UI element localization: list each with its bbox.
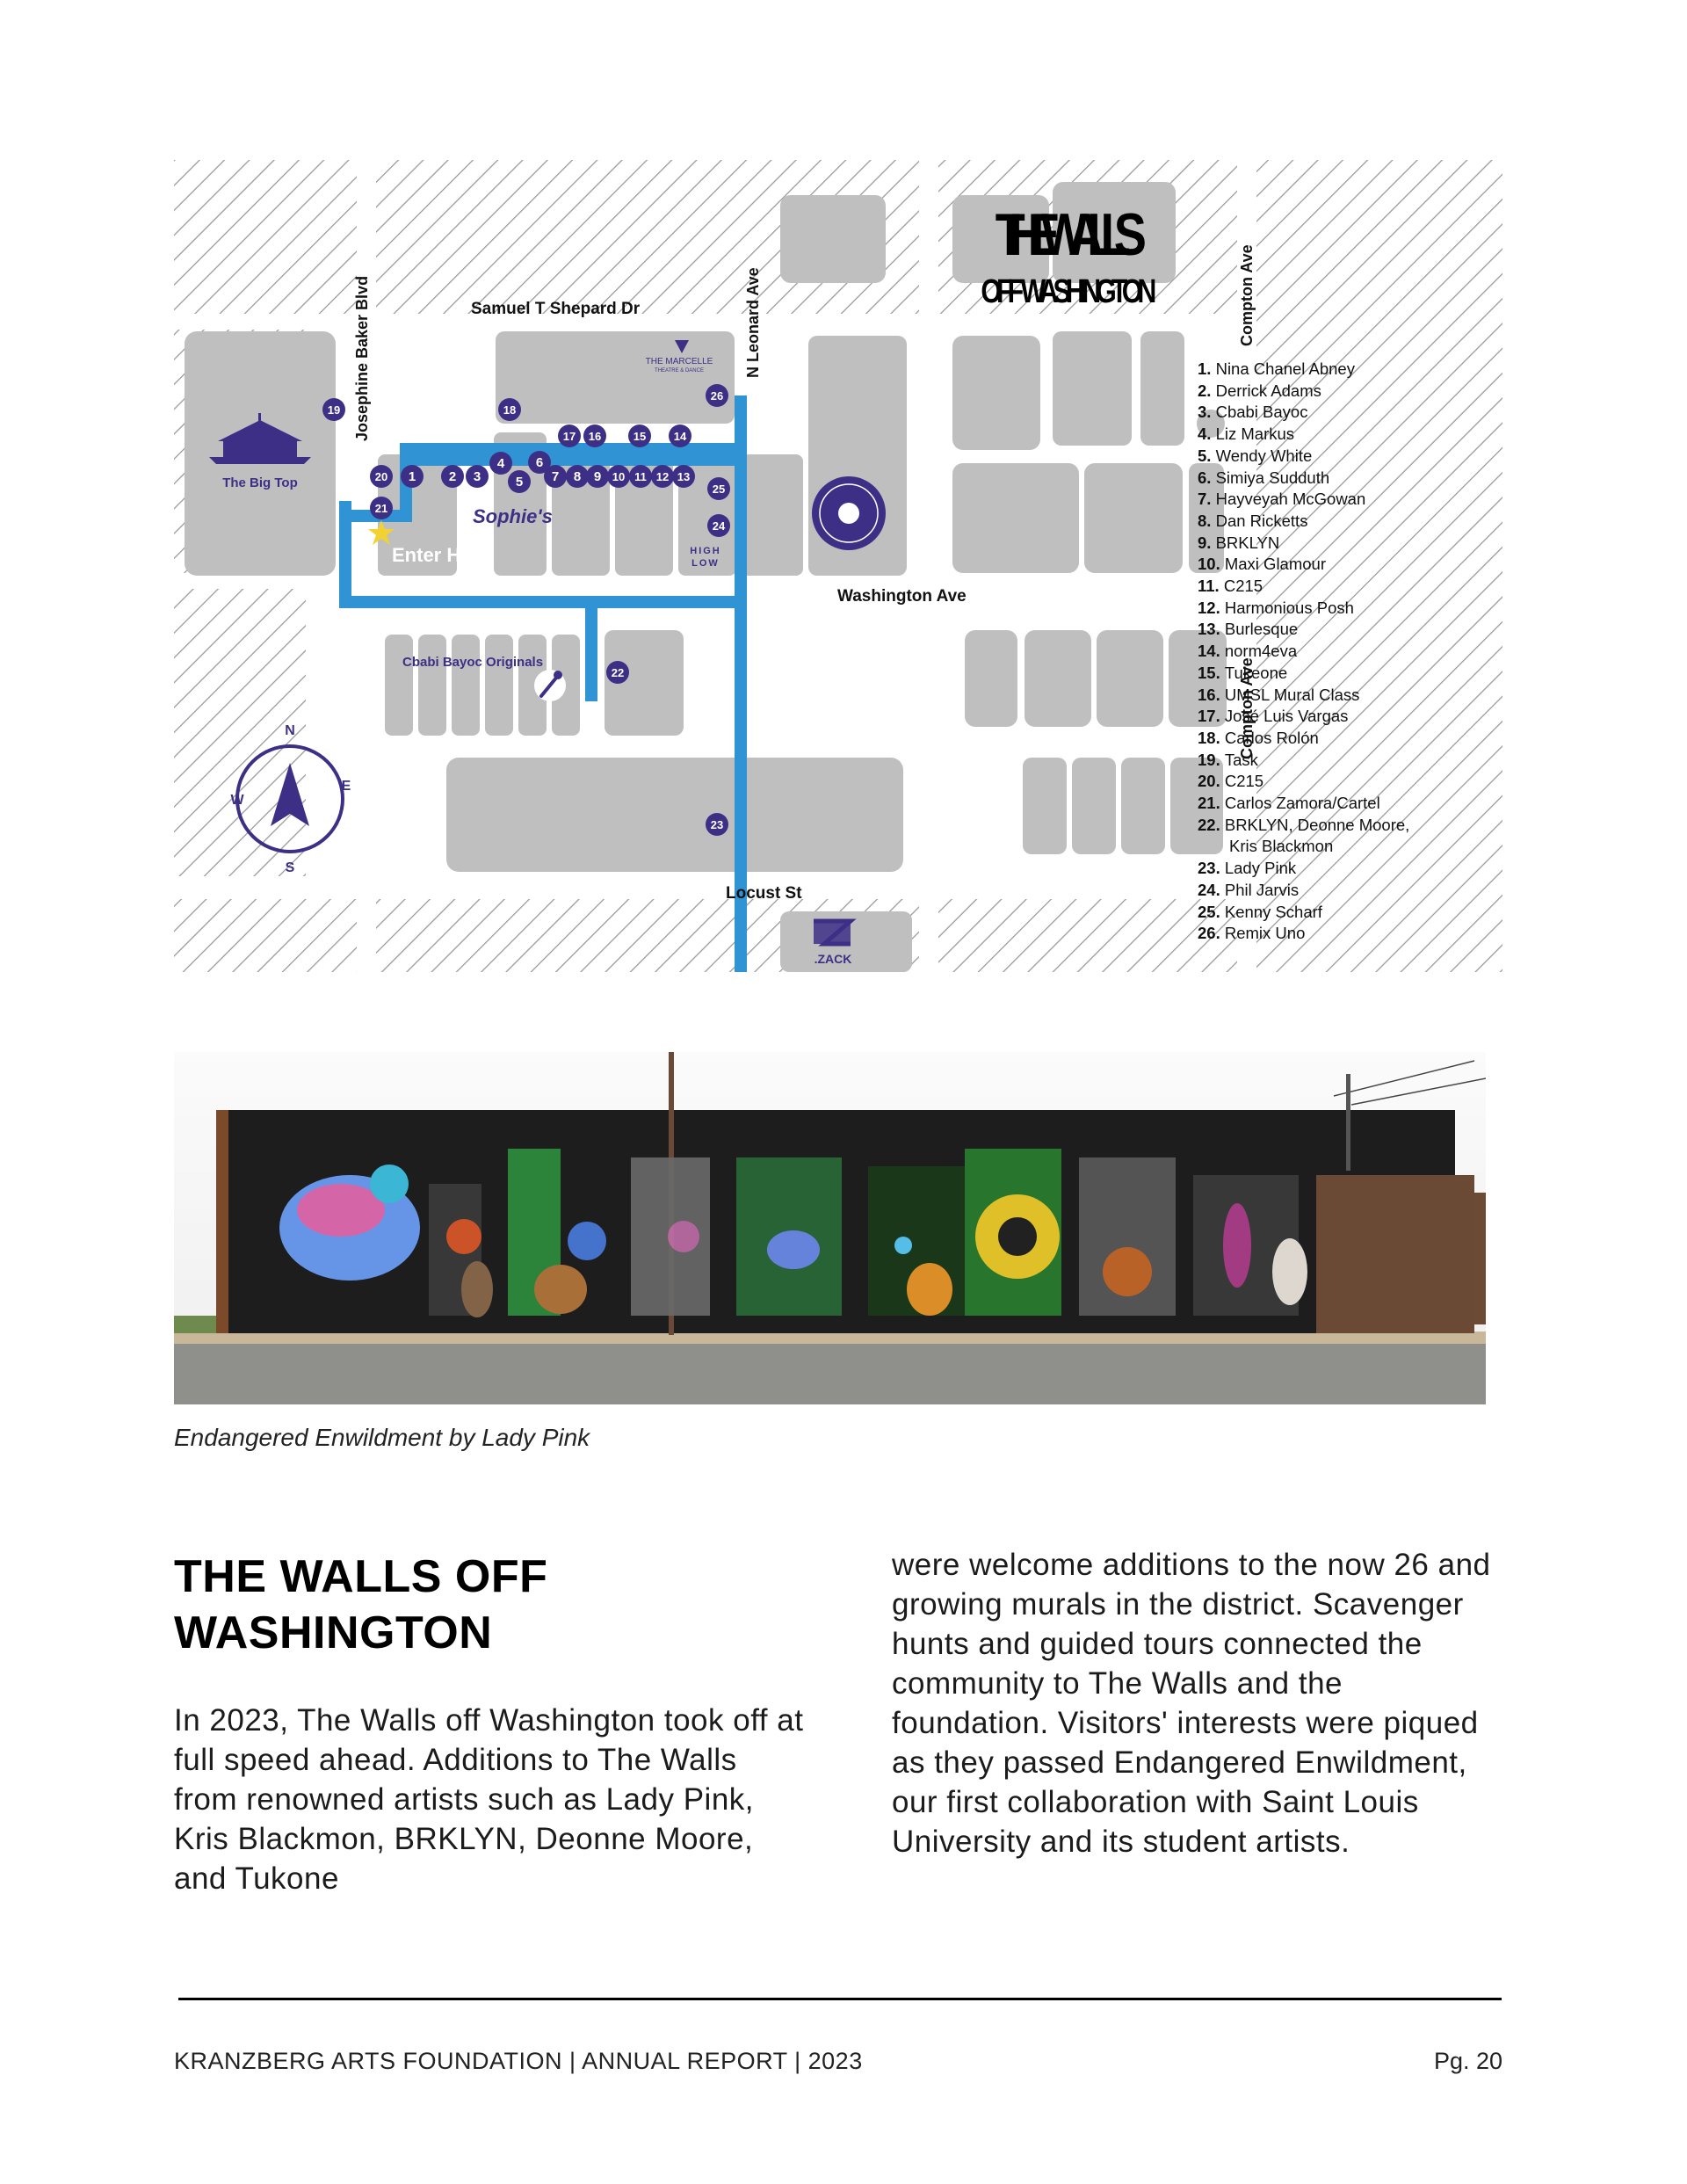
legend-number: 5.: [1198, 446, 1216, 465]
legend-item: [1198, 554, 1496, 576]
mural-marker-number: 21: [374, 502, 388, 515]
street-locust: Locust St: [726, 884, 802, 903]
legend-artist: C215: [1224, 772, 1264, 791]
legend-artist: Maxi Glamour: [1224, 555, 1326, 574]
legend-artist: José Luis Vargas: [1224, 707, 1349, 726]
legend-artist-continued: Kris Blackmon: [1229, 837, 1334, 856]
street-leonard: N Leonard Ave: [744, 267, 762, 378]
mural-marker-number: 7: [551, 469, 560, 484]
legend-artist: Wendy White: [1215, 446, 1313, 465]
mural-photo: [174, 1052, 1486, 1404]
street-josephine: Josephine Baker Blvd: [353, 275, 371, 441]
legend-number: 21.: [1198, 794, 1225, 813]
legend-artist: norm4eva: [1224, 642, 1298, 661]
legend-item: [1198, 402, 1496, 424]
legend-item: [1198, 576, 1496, 598]
mural-marker-number: 24: [712, 519, 726, 533]
legend-item: [1198, 511, 1496, 533]
legend-item: [1198, 359, 1496, 381]
legend-artist: Harmonious Posh: [1224, 598, 1354, 617]
legend-number: 2.: [1198, 381, 1216, 400]
legend-item: [1198, 381, 1496, 403]
legend-number: 18.: [1198, 728, 1225, 747]
page-number: Pg. 20: [1433, 2048, 1502, 2074]
mural-marker-number: 16: [588, 430, 602, 443]
mural-marker-number: 23: [710, 818, 724, 831]
svg-text:THE WALLS: THE WALLS: [995, 201, 1148, 269]
legend-number: 26.: [1198, 924, 1225, 943]
paintbrush-icon: [534, 670, 566, 701]
mural-marker-number: 17: [562, 430, 576, 443]
legend-number: 25.: [1198, 902, 1225, 921]
legend-item: [1198, 446, 1496, 468]
high-low-logo-high: HIGH: [690, 546, 721, 556]
walls-off-washington-logo: [981, 202, 1156, 310]
mural-marker-number: 11: [634, 470, 647, 483]
mural-marker-number: 26: [710, 389, 724, 403]
legend-artist: Carlos Rolón: [1224, 728, 1319, 747]
mural-marker-number: 9: [593, 469, 602, 484]
legend-artist: UMSL Mural Class: [1224, 685, 1360, 704]
mural-marker-number: 5: [515, 475, 524, 490]
legend-artist: Nina Chanel Abney: [1215, 359, 1355, 378]
mural-marker-number: 19: [327, 403, 341, 417]
legend-item: [1198, 815, 1496, 837]
street-compton-top: Compton Ave: [1238, 244, 1256, 346]
legend-artist: Dan Ricketts: [1215, 511, 1308, 530]
legend-number: 22.: [1198, 815, 1225, 834]
legend-number: 24.: [1198, 880, 1225, 899]
mural-marker-number: 20: [374, 470, 388, 483]
legend-item: [1198, 489, 1496, 511]
legend-item: [1198, 424, 1496, 446]
legend-item: [1198, 663, 1496, 685]
sophies-logo: Sophie's: [473, 505, 553, 527]
legend-artist: Cbabi Bayoc: [1215, 403, 1308, 422]
cbabi-originals-label: Cbabi Bayoc Originals: [402, 655, 544, 670]
legend-number: 3.: [1198, 403, 1216, 422]
legend-number: 9.: [1198, 533, 1216, 552]
legend-item: [1198, 533, 1496, 555]
legend-item: [1198, 641, 1496, 663]
legend-item: [1198, 880, 1496, 902]
legend-artist: Hayveyah McGowan: [1215, 490, 1366, 509]
svg-text:THE MARCELLE: THE MARCELLE: [645, 357, 713, 366]
legend-number: 20.: [1198, 772, 1225, 791]
legend-artist: Tukeone: [1224, 663, 1288, 682]
mural-marker-number: 13: [677, 470, 691, 483]
mural-marker-number: 10: [612, 470, 626, 483]
mural-marker-number: 3: [473, 469, 481, 484]
legend-artist: BRKLYN: [1215, 533, 1280, 552]
body-column-2: were welcome additions to the now 26 and growing murals in the district. Scavenger hunts and guided tours connected the community to The Walls and the foundation. Visitors' interests were piqued as they passed Endangered Enwildment, our first collaboration with Saint Louis University and its student artists.: [892, 1548, 1491, 1859]
legend-number: 17.: [1198, 707, 1225, 726]
svg-text:THEATRE & DANCE: THEATRE & DANCE: [655, 368, 704, 374]
legend-artist: Remix Uno: [1224, 924, 1306, 943]
legend-item: [1198, 771, 1496, 793]
street-samuel: Samuel T Shepard Dr: [471, 300, 641, 318]
legend-number: 6.: [1198, 468, 1216, 487]
compass-e: E: [341, 779, 351, 794]
mural-legend: [1198, 359, 1496, 945]
compass-w: W: [230, 793, 244, 808]
legend-number: 11.: [1198, 577, 1224, 596]
svg-text:.ZACK: .ZACK: [814, 952, 852, 966]
legend-number: 15.: [1198, 663, 1225, 682]
legend-artist: Derrick Adams: [1215, 381, 1321, 400]
legend-number: 19.: [1198, 750, 1225, 769]
enter-here-label: Enter Here: [392, 544, 490, 566]
legend-artist: Task: [1224, 750, 1258, 769]
legend-artist: BRKLYN, Deonne Moore,: [1224, 815, 1410, 834]
footer-rule: [178, 1998, 1502, 2000]
legend-artist: Kenny Scharf: [1224, 902, 1322, 921]
legend-artist: C215: [1223, 577, 1263, 596]
legend-artist: Carlos Zamora/Cartel: [1224, 794, 1380, 813]
section-heading: THE WALLS OFF WASHINGTON: [174, 1551, 548, 1658]
mural-marker-number: 25: [712, 483, 726, 496]
mural-marker-number: 1: [408, 469, 416, 484]
legend-item: [1198, 598, 1496, 620]
legend-number: 13.: [1198, 620, 1225, 639]
svg-text:OFF WASHINGTON: OFF WASHINGTON: [981, 272, 1157, 310]
legend-artist: Simiya Sudduth: [1215, 468, 1330, 487]
mural-marker-number: 8: [573, 469, 582, 484]
legend-item: [1198, 750, 1496, 772]
legend-item: [1198, 619, 1496, 641]
street-washington: Washington Ave: [837, 587, 967, 606]
legend-item: [1198, 706, 1496, 728]
mural-marker-number: 2: [448, 469, 457, 484]
mural-marker-number: 14: [673, 430, 687, 443]
zack-logo: [814, 921, 851, 966]
legend-artist: Phil Jarvis: [1224, 880, 1300, 899]
legend-item: [1198, 793, 1496, 815]
legend-number: 7.: [1198, 490, 1216, 509]
legend-item: [1198, 468, 1496, 490]
mural-marker-number: 18: [503, 403, 517, 417]
legend-artist: Burlesque: [1224, 620, 1299, 639]
legend-number: 14.: [1198, 642, 1225, 661]
legend-item: [1198, 685, 1496, 707]
mural-marker-number: 4: [496, 456, 505, 471]
mural-marker-number: 15: [633, 430, 647, 443]
legend-number: 8.: [1198, 511, 1216, 530]
mural-marker-number: 6: [535, 455, 544, 470]
street-compton-bottom: Compton Ave: [1238, 657, 1256, 759]
legend-artist: Lady Pink: [1224, 859, 1297, 878]
legend-item: [1198, 923, 1496, 945]
legend-item: [1198, 858, 1496, 880]
legend-number: 4.: [1198, 424, 1216, 444]
photo-caption: Endangered Enwildment by Lady Pink: [174, 1424, 590, 1451]
footer-report-label: KRANZBERG ARTS FOUNDATION | ANNUAL REPORT | 2023: [174, 2048, 863, 2074]
legend-number: 1.: [1198, 359, 1216, 378]
mural-marker-number: 22: [611, 666, 625, 679]
legend-number: 12.: [1198, 598, 1225, 617]
legend-number: 16.: [1198, 685, 1225, 704]
big-top-label: The Big Top: [222, 475, 298, 490]
body-column-1: In 2023, The Walls off Washington took off at full speed ahead. Additions to The Walls from renowned artists such as Lady Pink, Kris Blackmon, BRKLYN, Deonne Moore, and Tukone: [174, 1703, 804, 1896]
compass-s: S: [285, 860, 295, 875]
legend-number: 23.: [1198, 859, 1225, 878]
legend-item: [1198, 902, 1496, 924]
legend-item: [1198, 728, 1496, 750]
mural-marker-number: 12: [655, 470, 670, 483]
high-low-logo-low: LOW: [691, 558, 720, 569]
legend-number: 10.: [1198, 555, 1225, 574]
compass-n: N: [285, 723, 295, 738]
legend-artist: Liz Markus: [1215, 424, 1295, 444]
urban-chestnut-logo: [812, 476, 886, 550]
